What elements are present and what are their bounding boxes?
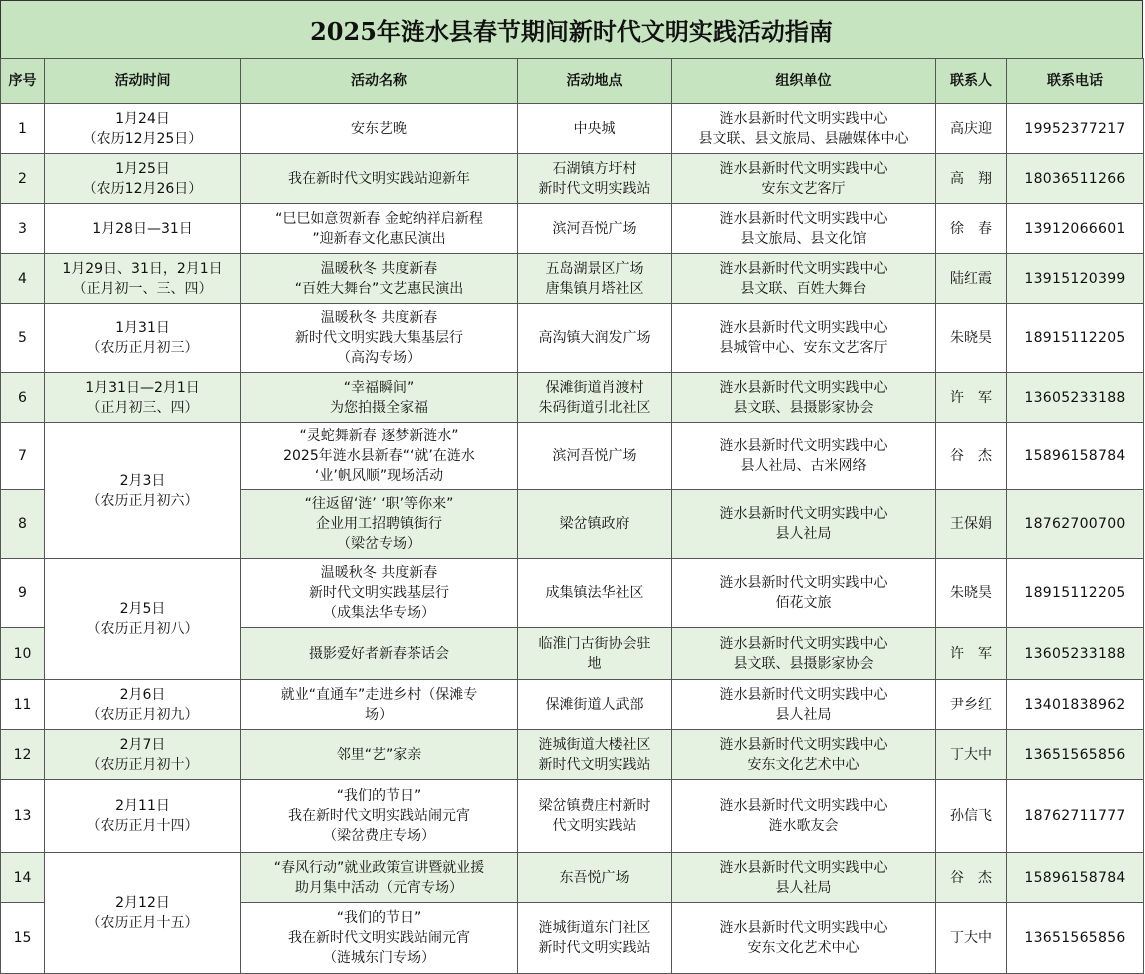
activity-place-line: 滨河吾悦广场 xyxy=(552,448,637,464)
contact-person: 陆红霞 xyxy=(936,254,1007,304)
activity-name xyxy=(241,853,518,903)
activity-place xyxy=(518,853,672,903)
activity-time xyxy=(45,154,241,204)
table-row xyxy=(1,780,1144,853)
contact-phone: 19952377217 xyxy=(1007,104,1144,154)
activity-time xyxy=(45,423,241,559)
activity-place-line: 五岛湖景区广场 xyxy=(545,260,644,277)
row-number: 9 xyxy=(1,559,45,628)
activity-name-line: （涟城东门专场） xyxy=(323,950,435,966)
activity-place-line: 高沟镇大润发广场 xyxy=(538,330,651,346)
organizer-line: 涟水县新时代文明实践中心 xyxy=(719,438,888,454)
organizer-line: 佰花文旅 xyxy=(775,595,832,611)
activity-name-line: “灵蛇舞新春 逐梦新涟水” xyxy=(299,428,459,444)
contact-phone: 18036511266 xyxy=(1007,154,1144,204)
table-row xyxy=(1,559,1144,628)
activity-time-line: （农历正月初三） xyxy=(86,340,199,356)
row-number: 15 xyxy=(1,903,45,974)
contact-person: 许 军 xyxy=(936,373,1007,423)
contact-phone: 18915112205 xyxy=(1007,559,1144,628)
activity-name xyxy=(241,154,518,204)
activity-time-line: 1月28日—31日 xyxy=(92,220,193,237)
organizer xyxy=(672,254,936,304)
activity-time-line: （农历正月初八） xyxy=(86,621,199,637)
organizer xyxy=(672,853,936,903)
activity-time-line: （农历正月初六） xyxy=(86,492,199,509)
contact-phone: 13651565856 xyxy=(1007,903,1144,974)
activity-place xyxy=(518,490,672,559)
activity-name xyxy=(241,559,518,628)
organizer-line: 涟水县新时代文明实践中心 xyxy=(719,920,888,936)
row-number: 1 xyxy=(1,104,45,154)
organizer-line: 涟水县新时代文明实践中心 xyxy=(719,260,888,277)
activity-table xyxy=(0,58,1144,974)
contact-person: 高庆迎 xyxy=(936,104,1007,154)
activity-place-line: 保滩街道肖渡村 xyxy=(545,379,644,396)
activity-time xyxy=(45,373,241,423)
activity-name xyxy=(241,680,518,730)
row-number: 14 xyxy=(1,853,45,903)
contact-person: 尹乡红 xyxy=(936,680,1007,730)
contact-person: 丁大中 xyxy=(936,903,1007,974)
activity-name-line: 新时代文明实践基层行 xyxy=(309,585,449,601)
activity-place-line: 涟城街道大楼社区 xyxy=(538,736,651,753)
organizer-line: 县人社局 xyxy=(775,706,832,723)
activity-place-line: 地 xyxy=(587,655,602,672)
table-row xyxy=(1,373,1144,423)
contact-person: 徐 春 xyxy=(936,204,1007,254)
contact-person: 王保娟 xyxy=(936,490,1007,559)
activity-name-line: （成集法华专场） xyxy=(323,605,435,621)
activity-place-line: 涟城街道东门社区 xyxy=(538,920,651,936)
activity-place xyxy=(518,423,672,490)
activity-name xyxy=(241,104,518,154)
header-no: 序号 xyxy=(1,59,45,104)
row-number: 11 xyxy=(1,680,45,730)
organizer xyxy=(672,903,936,974)
activity-time-line: 2月12日 xyxy=(115,895,170,911)
activity-name-line: 摄影爱好者新春茶话会 xyxy=(309,645,449,662)
activity-place xyxy=(518,730,672,780)
organizer-line: 涟水歌友会 xyxy=(768,818,839,834)
activity-time xyxy=(45,104,241,154)
activity-time-line: （农历正月十五） xyxy=(86,915,199,931)
organizer xyxy=(672,304,936,373)
activity-name-line: 我在新时代文明实践站闹元宵 xyxy=(288,930,470,946)
organizer-line: 安东文艺客厅 xyxy=(761,180,846,197)
activity-name xyxy=(241,730,518,780)
organizer xyxy=(672,680,936,730)
activity-name-line: “百姓大舞台”文艺惠民演出 xyxy=(294,280,464,297)
activity-place-line: 唐集镇月塔社区 xyxy=(545,280,644,297)
activity-time-line: 1月24日 xyxy=(115,110,170,127)
activity-place xyxy=(518,903,672,974)
activity-place-line: 朱码街道引北社区 xyxy=(538,399,651,416)
activity-place xyxy=(518,304,672,373)
organizer-line: 涟水县新时代文明实践中心 xyxy=(719,575,888,591)
row-number: 6 xyxy=(1,373,45,423)
header-contact: 联系人 xyxy=(936,59,1007,104)
organizer xyxy=(672,730,936,780)
activity-place-line: 保滩街道人武部 xyxy=(545,696,644,713)
activity-time-line: （正月初一、三、四） xyxy=(72,280,213,297)
activity-name xyxy=(241,780,518,853)
contact-person: 谷 杰 xyxy=(936,423,1007,490)
table-row xyxy=(1,680,1144,730)
activity-time xyxy=(45,780,241,853)
activity-place-line: 中央城 xyxy=(573,120,616,137)
organizer-line: 涟水县新时代文明实践中心 xyxy=(719,379,888,396)
organizer xyxy=(672,780,936,853)
activity-name-line: 企业用工招聘镇街行 xyxy=(316,516,442,532)
activity-time xyxy=(45,730,241,780)
activity-name-line: “我们的节日” xyxy=(336,910,422,926)
organizer-line: 县人社局 xyxy=(775,879,832,896)
activity-time-line: （农历正月初十） xyxy=(86,756,199,773)
row-number: 10 xyxy=(1,628,45,680)
organizer-line: 县文联、县文旅局、县融媒体中心 xyxy=(698,130,909,147)
contact-phone: 13401838962 xyxy=(1007,680,1144,730)
activity-name-line: （高沟专场） xyxy=(337,350,421,366)
contact-person: 丁大中 xyxy=(936,730,1007,780)
organizer xyxy=(672,490,936,559)
activity-name-line: 就业“直通车”走进乡村（保滩专 xyxy=(280,686,478,703)
contact-person: 许 军 xyxy=(936,628,1007,680)
activity-name-line: 邻里“艺”家亲 xyxy=(336,746,422,763)
organizer xyxy=(672,104,936,154)
activity-time-line: 1月31日 xyxy=(115,320,170,336)
row-number: 5 xyxy=(1,304,45,373)
contact-phone: 18762700700 xyxy=(1007,490,1144,559)
activity-name-line: 安东艺晚 xyxy=(351,120,407,137)
organizer-line: 涟水县新时代文明实践中心 xyxy=(719,635,888,652)
activity-place-line: 新时代文明实践站 xyxy=(538,180,651,197)
activity-time xyxy=(45,853,241,974)
activity-name-line: 2025年涟水县新春“‘就’在涟水 xyxy=(283,448,475,464)
table-row xyxy=(1,254,1144,304)
activity-place-line: 临淮门古街协会驻 xyxy=(538,635,651,652)
activity-name xyxy=(241,903,518,974)
header-phone: 联系电话 xyxy=(1007,59,1144,104)
organizer-line: 涟水县新时代文明实践中心 xyxy=(719,110,888,127)
activity-name-line: “幸福瞬间” xyxy=(343,379,415,396)
organizer-line: 涟水县新时代文明实践中心 xyxy=(719,859,888,876)
organizer xyxy=(672,154,936,204)
activity-name-line: 为您拍摄全家福 xyxy=(330,399,428,416)
contact-person: 孙信飞 xyxy=(936,780,1007,853)
activity-name-line: 我在新时代文明实践站迎新年 xyxy=(288,170,470,187)
activity-place xyxy=(518,680,672,730)
row-number: 2 xyxy=(1,154,45,204)
activity-time-line: （农历正月十四） xyxy=(86,818,199,834)
activity-time xyxy=(45,254,241,304)
table-row xyxy=(1,423,1144,490)
activity-name-line: “往返留‘涟’ ‘职’等你来” xyxy=(304,496,454,512)
activity-time-line: （农历12月25日） xyxy=(82,130,203,147)
table-row xyxy=(1,154,1144,204)
contact-person: 高 翔 xyxy=(936,154,1007,204)
activity-time xyxy=(45,204,241,254)
organizer-line: 涟水县新时代文明实践中心 xyxy=(719,736,888,753)
activity-time-line: 2月6日 xyxy=(119,686,166,703)
activity-name xyxy=(241,254,518,304)
organizer-line: 涟水县新时代文明实践中心 xyxy=(719,798,888,814)
organizer-line: 涟水县新时代文明实践中心 xyxy=(719,506,888,522)
table-header-row xyxy=(1,59,1144,104)
contact-phone: 13912066601 xyxy=(1007,204,1144,254)
organizer-line: 涟水县新时代文明实践中心 xyxy=(719,210,888,227)
activity-name-line: （梁岔费庄专场） xyxy=(323,828,435,844)
activity-name-line: “我们的节日” xyxy=(336,788,422,804)
activity-name-line: 温暖秋冬 共度新春 xyxy=(320,565,438,581)
activity-time-line: （农历12月26日） xyxy=(82,180,203,197)
contact-phone: 15896158784 xyxy=(1007,423,1144,490)
activity-place xyxy=(518,254,672,304)
activity-time xyxy=(45,304,241,373)
activity-name xyxy=(241,304,518,373)
activity-name-line: ”迎新春文化惠民演出 xyxy=(312,230,446,247)
table-row xyxy=(1,104,1144,154)
activity-name-line: 温暖秋冬 共度新春 xyxy=(320,260,438,277)
activity-name xyxy=(241,204,518,254)
activity-name-line: 场） xyxy=(365,706,393,723)
row-number: 4 xyxy=(1,254,45,304)
organizer xyxy=(672,373,936,423)
activity-time xyxy=(45,680,241,730)
contact-phone: 13605233188 xyxy=(1007,628,1144,680)
activity-place xyxy=(518,373,672,423)
activity-place-line: 东吾悦广场 xyxy=(559,869,630,886)
table-row xyxy=(1,304,1144,373)
contact-person: 朱晓昊 xyxy=(936,559,1007,628)
table-row xyxy=(1,204,1144,254)
activity-place xyxy=(518,104,672,154)
activity-place-line: 新时代文明实践站 xyxy=(538,940,651,956)
row-number: 8 xyxy=(1,490,45,559)
organizer xyxy=(672,559,936,628)
contact-person: 朱晓昊 xyxy=(936,304,1007,373)
contact-phone: 15896158784 xyxy=(1007,853,1144,903)
organizer-line: 县城管中心、安东文艺客厅 xyxy=(719,340,888,356)
organizer-line: 涟水县新时代文明实践中心 xyxy=(719,320,888,336)
activity-name-line: 新时代文明实践大集基层行 xyxy=(295,330,463,346)
activity-place-line: 梁岔镇政府 xyxy=(559,516,630,532)
activity-name-line: ‘业’帆风顺”现场活动 xyxy=(314,468,444,484)
organizer-line: 安东文化艺术中心 xyxy=(747,940,860,956)
header-org: 组织单位 xyxy=(672,59,936,104)
organizer-line: 县文联、百姓大舞台 xyxy=(740,280,867,297)
activity-place xyxy=(518,559,672,628)
organizer-line: 涟水县新时代文明实践中心 xyxy=(719,686,888,703)
activity-name-line: （梁岔专场） xyxy=(337,536,421,552)
activity-place xyxy=(518,154,672,204)
activity-time-line: （正月初三、四） xyxy=(86,399,199,416)
activity-place-line: 新时代文明实践站 xyxy=(538,756,651,773)
activity-time xyxy=(45,559,241,680)
activity-place-line: 代文明实践站 xyxy=(552,818,637,834)
organizer xyxy=(672,204,936,254)
activity-time-line: 1月31日—2月1日 xyxy=(85,379,200,396)
activity-place-line: 滨河吾悦广场 xyxy=(552,220,637,237)
organizer-line: 安东文化艺术中心 xyxy=(747,756,860,773)
row-number: 7 xyxy=(1,423,45,490)
contact-phone: 13605233188 xyxy=(1007,373,1144,423)
activity-time-line: 2月11日 xyxy=(115,798,170,814)
row-number: 12 xyxy=(1,730,45,780)
activity-name-line: 我在新时代文明实践站闹元宵 xyxy=(288,808,470,824)
activity-name-line: 助月集中活动（元宵专场） xyxy=(295,879,463,896)
row-number: 3 xyxy=(1,204,45,254)
activity-name-line: “春风行动”就业政策宣讲暨就业援 xyxy=(273,859,485,876)
activity-place-line: 石湖镇方圩村 xyxy=(552,160,637,177)
table-row xyxy=(1,730,1144,780)
organizer xyxy=(672,423,936,490)
header-time: 活动时间 xyxy=(45,59,241,104)
organizer-line: 县文旅局、县文化馆 xyxy=(740,230,867,247)
activity-time-line: 2月5日 xyxy=(119,601,166,617)
header-name: 活动名称 xyxy=(241,59,518,104)
activity-time-line: 2月3日 xyxy=(119,472,166,489)
activity-name-line: “巳巳如意贺新春 金蛇纳祥启新程 xyxy=(275,210,483,227)
activity-time-line: 1月29日、31日，2月1日 xyxy=(62,260,223,277)
table-row xyxy=(1,853,1144,903)
activity-place-line: 梁岔镇费庄村新时 xyxy=(538,798,651,814)
activity-time-line: 2月7日 xyxy=(119,736,166,753)
organizer-line: 涟水县新时代文明实践中心 xyxy=(719,160,888,177)
contact-person: 谷 杰 xyxy=(936,853,1007,903)
organizer-line: 县文联、县摄影家协会 xyxy=(733,399,874,416)
organizer-line: 县人社局、古米网络 xyxy=(740,458,867,474)
activity-place xyxy=(518,780,672,853)
activity-name xyxy=(241,373,518,423)
organizer-line: 县人社局 xyxy=(775,526,832,542)
organizer xyxy=(672,628,936,680)
activity-name xyxy=(241,423,518,490)
activity-place xyxy=(518,628,672,680)
activity-name-line: 温暖秋冬 共度新春 xyxy=(320,310,438,326)
activity-name xyxy=(241,628,518,680)
activity-time-line: 1月25日 xyxy=(115,160,170,177)
contact-phone: 18762711777 xyxy=(1007,780,1144,853)
activity-time-line: （农历正月初九） xyxy=(86,706,199,723)
activity-name xyxy=(241,490,518,559)
activity-place xyxy=(518,204,672,254)
contact-phone: 18915112205 xyxy=(1007,304,1144,373)
activity-place-line: 成集镇法华社区 xyxy=(545,585,644,601)
organizer-line: 县文联、县摄影家协会 xyxy=(733,655,874,672)
row-number: 13 xyxy=(1,780,45,853)
contact-phone: 13651565856 xyxy=(1007,730,1144,780)
page-title: 2025年涟水县春节期间新时代文明实践活动指南 xyxy=(0,0,1143,59)
contact-phone: 13915120399 xyxy=(1007,254,1144,304)
header-place: 活动地点 xyxy=(518,59,672,104)
